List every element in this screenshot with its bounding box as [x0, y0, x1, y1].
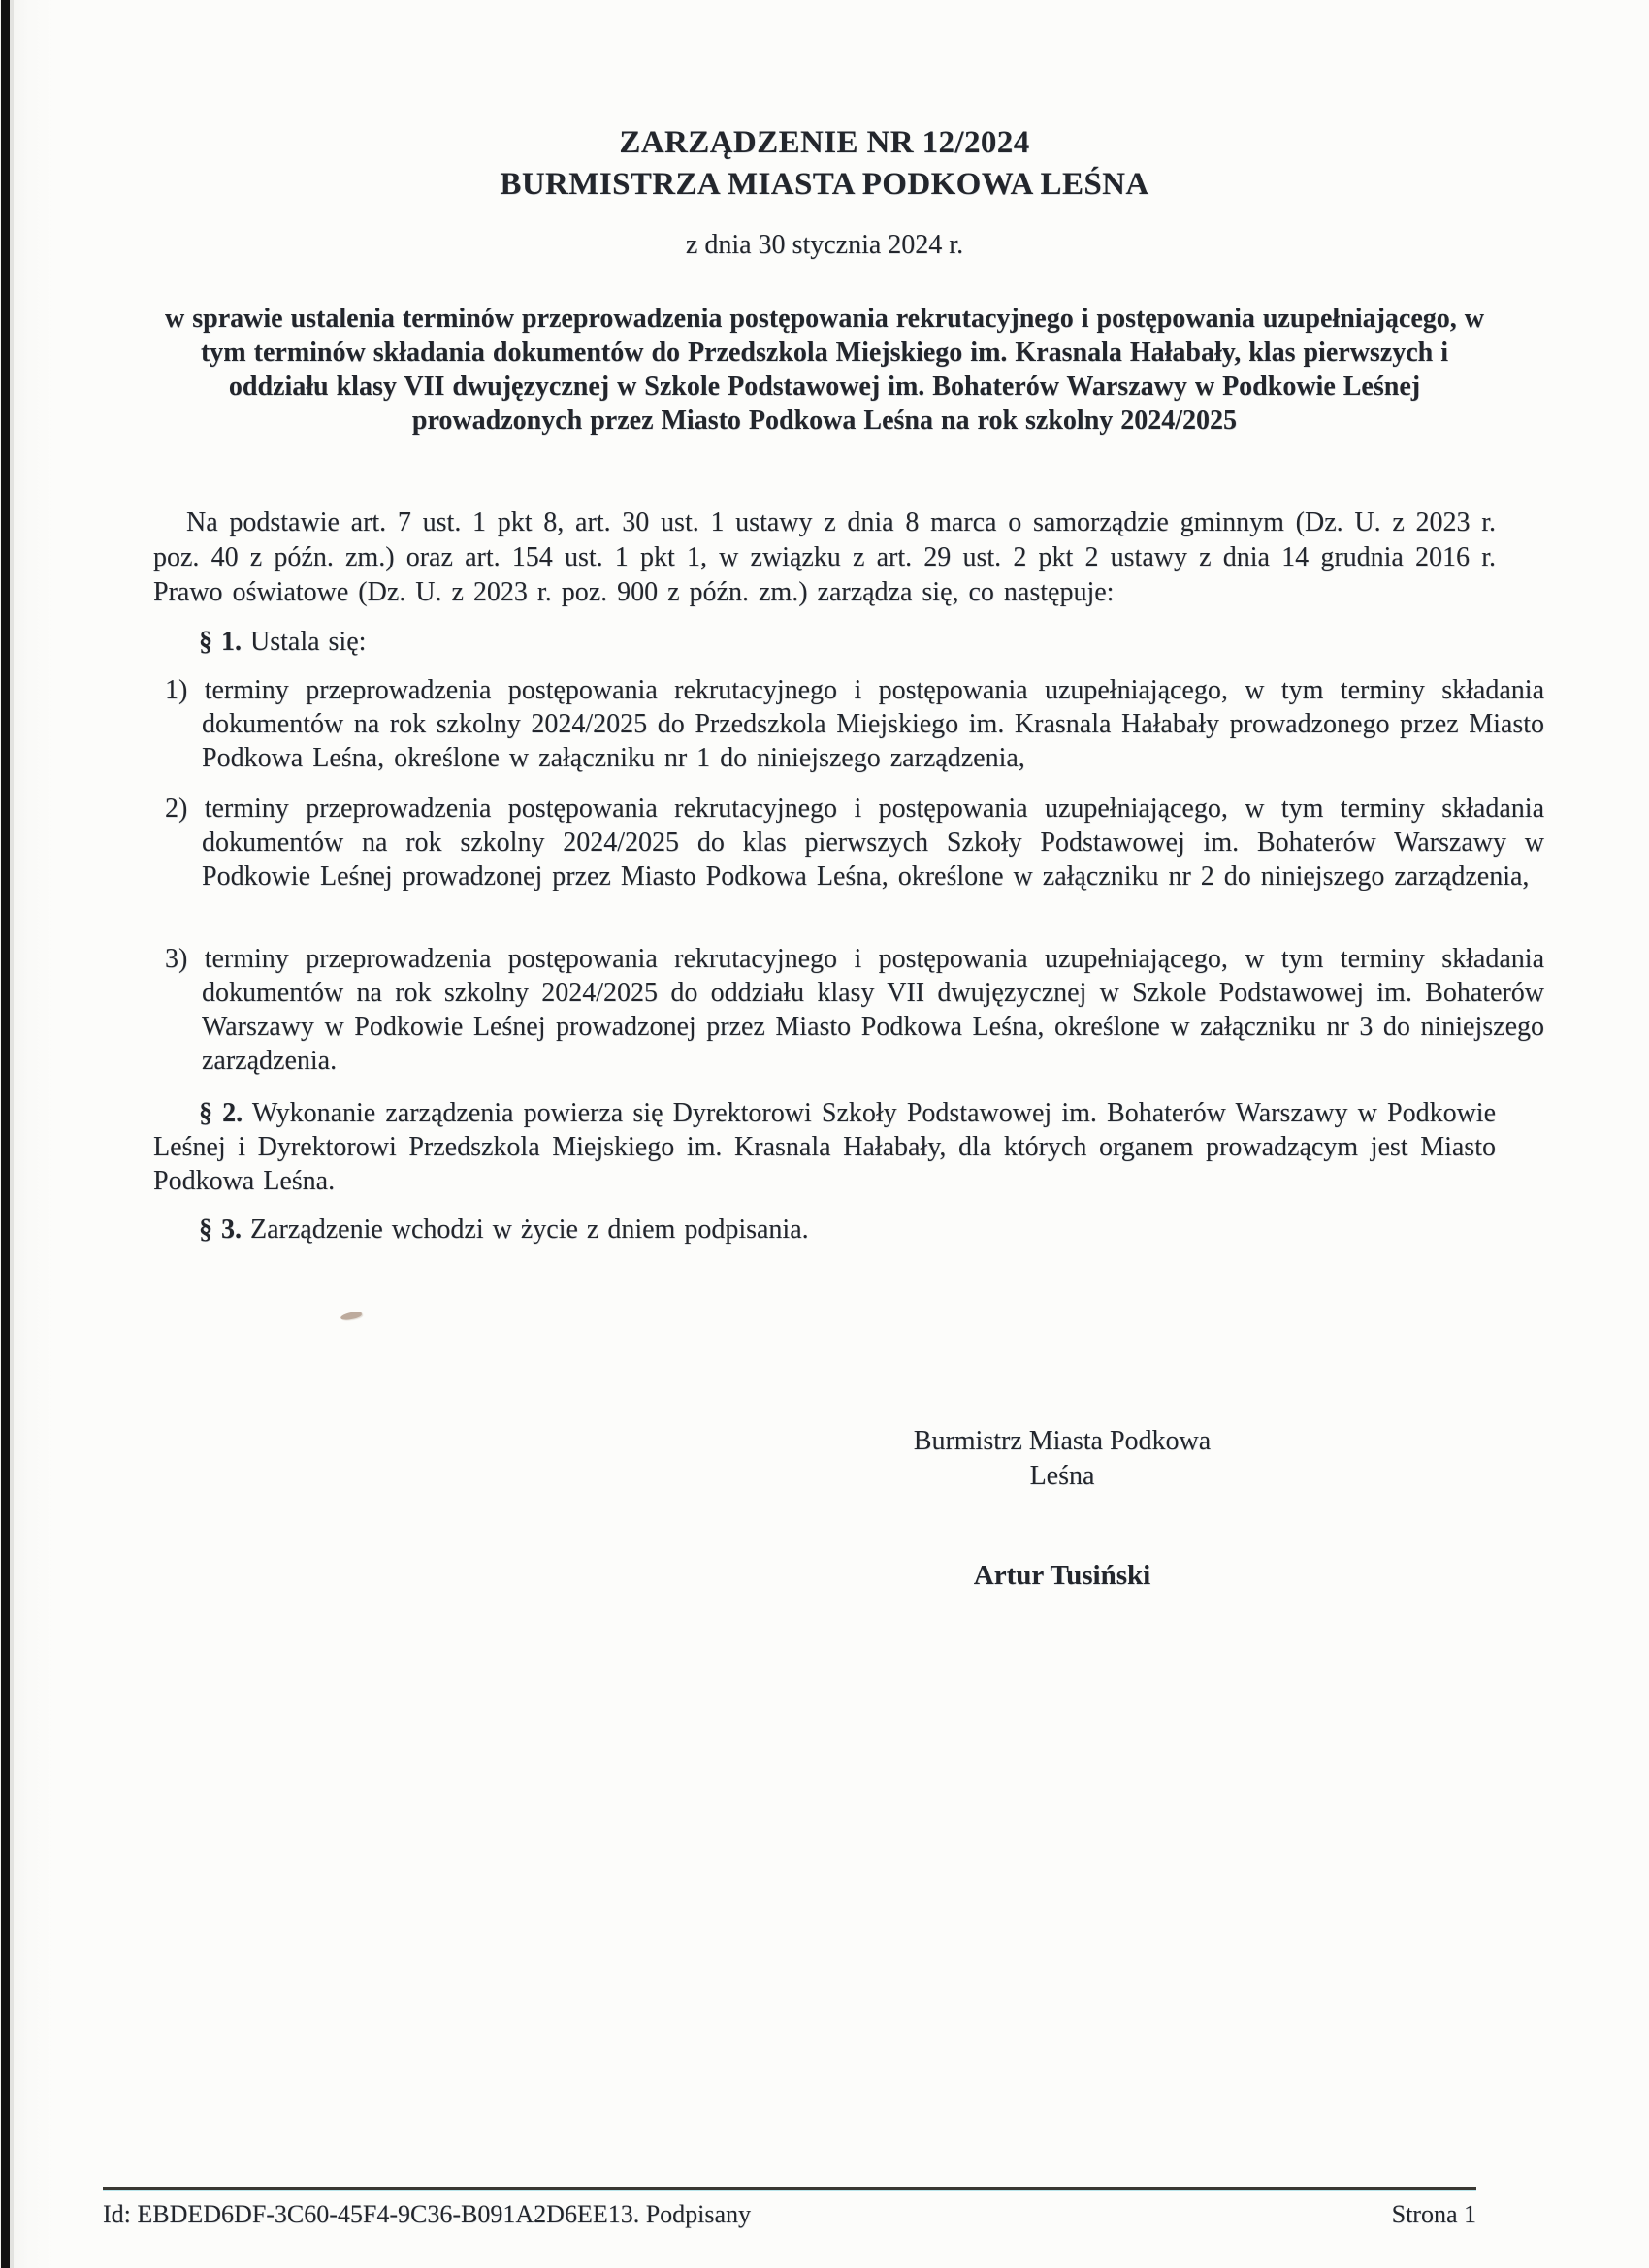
footer-document-id: Id: EBDED6DF-3C60-45F4-9C36-B091A2D6EE13. Podpisany — [103, 2200, 752, 2228]
section-2-paragraph — [153, 1096, 1496, 1198]
list-item-1 — [153, 673, 1544, 775]
list-item-2 — [153, 792, 1544, 893]
signer-role-line1: Burmistrz Miasta Podkowa — [913, 1426, 1212, 1456]
scan-edge-strip-highlight — [10, 0, 14, 2268]
ordinance-number-line: ZARZĄDZENIE NR 12/2024 — [619, 125, 1030, 160]
list-item-2-text: terminy przeprowadzenia postępowania rekrutacyjnego i postępowania uzupełniającego, w tym terminy składania dokumentów na rok szkolny 2024/2025 do klas pierwszych Szkoły Podstawowej im. Bohaterów Warszawy w Podkowie Leśnej prowadzonej przez Miasto Podkowa Leśna, określone w załączniku nr 2 do niniejszego zarządzenia, — [202, 794, 1544, 891]
section-1-heading — [153, 625, 1496, 659]
section-1-label: § 1. — [199, 627, 242, 657]
scan-smudge-mark — [340, 1311, 363, 1321]
list-item-1-text: terminy przeprowadzenia postępowania rekrutacyjnego i postępowania uzupełniającego, w tym terminy składania dokumentów na rok szkolny 2024/2025 do Przedszkola Miejskiego im. Krasnala Hałabały prowadzonego przez Miasto Podkowa Leśna, określone w załączniku nr 1 do niniejszego zarządzenia, — [202, 675, 1544, 773]
list-item-3 — [153, 942, 1544, 1078]
section-2-text: Wykonanie zarządzenia powierza się Dyrektorowi Szkoły Podstawowej im. Bohaterów Warszawy w Podkowie Leśnej i Dyrektorowi Przedszkola Miejskiego im. Krasnala Hałabały, dla których organem prowadzącym jest Miasto Podkowa Leśna. — [153, 1098, 1496, 1196]
list-item-3-marker: 3) — [165, 944, 188, 974]
date-line: z dnia 30 stycznia 2024 r. — [685, 230, 964, 260]
section-1-text: Ustala się: — [250, 627, 367, 657]
signer-role-line2: Leśna — [1029, 1461, 1095, 1491]
list-item-1-marker: 1) — [165, 675, 188, 705]
legal-basis-paragraph: Na podstawie art. 7 ust. 1 pkt 8, art. 30 ust. 1 ustawy z dnia 8 marca o samorządzie gminnym (Dz. U. z 2023 r. poz. 40 z późn. zm.) oraz art. 154 ust. 1 pkt 1, w związku z art. 29 ust. 2 pkt 2 ustawy z dnia 14 grudnia 2016 r. Prawo oświatowe (Dz. U. z 2023 r. poz. 900 z późn. zm.) zarządza się, co następuje: — [153, 507, 1496, 607]
footer-divider — [103, 2187, 1476, 2191]
list-item-2-marker: 2) — [165, 794, 188, 824]
scan-edge-strip — [1, 0, 10, 2268]
document-title — [153, 122, 1496, 206]
signer-name: Artur Tusiński — [973, 1560, 1151, 1591]
subject-paragraph: w sprawie ustalenia terminów przeprowadzenia postępowania rekrutacyjnego i postępowania uzupełniającego, w tym terminów składania dokumentów do Przedszkola Miejskiego im. Krasnala Hałabały, klas pierwszych i oddziału klasy VII dwujęzycznej w Szkole Podstawowej im. Bohaterów Warszawy w Podkowie Leśnej prowadzonych przez Miasto Podkowa Leśna na rok szkolny 2024/2025 — [165, 304, 1484, 436]
section-3-paragraph — [153, 1213, 1496, 1247]
section-3-text: Zarządzenie wchodzi w życie z dniem podpisania. — [250, 1215, 809, 1245]
page-footer — [103, 2198, 1476, 2231]
signer-role — [820, 1424, 1305, 1494]
footer-page-number: Strona 1 — [1391, 2200, 1476, 2228]
section-2-label: § 2. — [199, 1098, 243, 1128]
section-3-label: § 3. — [199, 1215, 242, 1245]
issuer-line: BURMISTRZA MIASTA PODKOWA LEŚNA — [500, 167, 1149, 202]
list-item-3-text: terminy przeprowadzenia postępowania rekrutacyjnego i postępowania uzupełniającego, w tym terminy składania dokumentów na rok szkolny 2024/2025 do oddziału klasy VII dwujęzycznej w Szkole Podstawowej im. Bohaterów Warszawy w Podkowie Leśnej prowadzonej przez Miasto Podkowa Leśna, określone w załączniku nr 3 do niniejszego zarządzenia. — [202, 944, 1544, 1076]
